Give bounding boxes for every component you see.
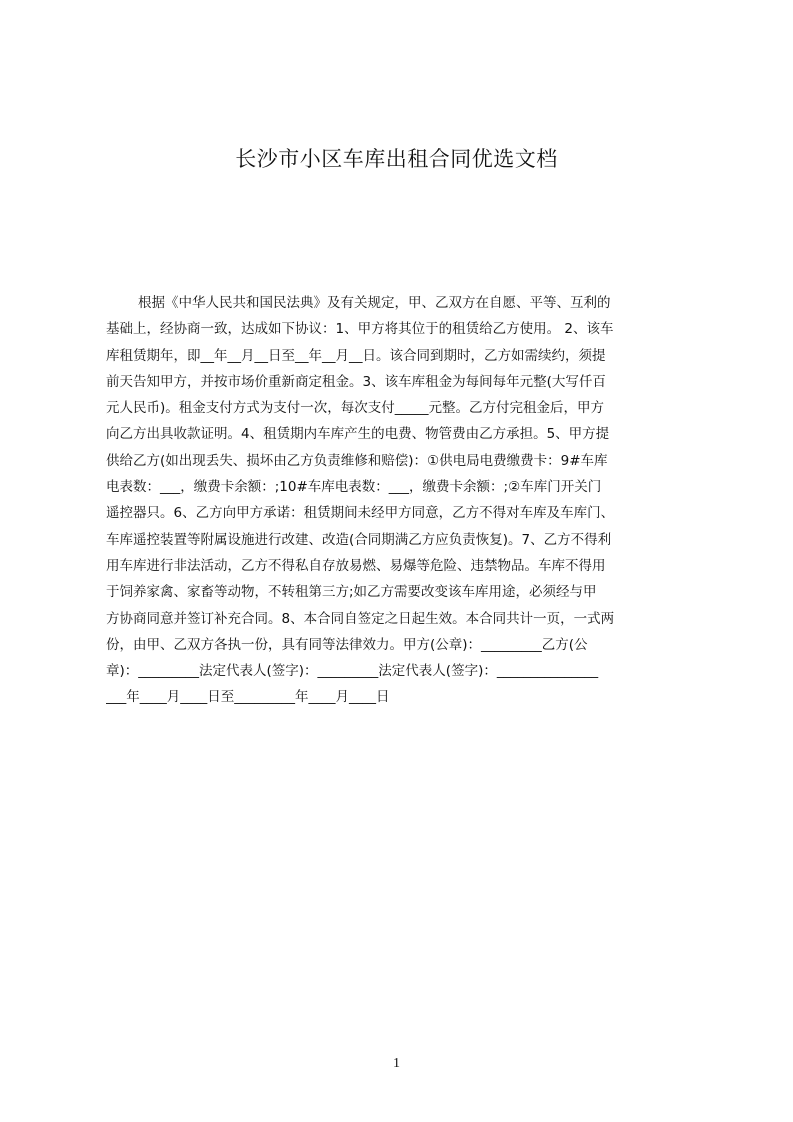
document-title: 长沙市小区车库出租合同优选文档 — [235, 147, 558, 171]
body-line-13: 方协商同意并签订补充合同。8、本合同自签定之日起生效。本合同共计一页，一式两 — [106, 610, 615, 627]
body-line-8: 电表数：___，缴费卡余额：;10#车库电表数：___，缴费卡余额：;②车库门开关门 — [106, 479, 602, 496]
body-line-16: ___年____月____日至_________年____月____日 — [106, 689, 390, 706]
body-line-10: 车库遥控装置等附属设施进行改建、改造(合同期满乙方应负责恢复)。7、乙方不得利 — [106, 531, 612, 548]
body-line-9: 遥控器只。6、乙方向甲方承诺：租赁期间未经甲方同意，乙方不得对车库及车库门、 — [106, 505, 615, 522]
body-line-14: 份，由甲、乙双方各执一份，具有同等法律效力。甲方(公章)：_________乙方(公 — [106, 636, 588, 653]
body-line-5: 元人民币)。租金支付方式为支付一次，每次支付_____元整。乙方付完租金后，甲方 — [106, 400, 605, 417]
body-line-15: 章)：_________法定代表人(签字)：_________法定代表人(签字)：_______________ — [106, 663, 599, 680]
body-line-4: 前天告知甲方，并按市场价重新商定租金。3、该车库租金为每间每年元整(大写仟百 — [106, 373, 606, 390]
body-line-7: 供给乙方(如出现丢失、损坏由乙方负责维修和赔偿)：①供电局电费缴费卡：9#车库 — [106, 452, 608, 469]
body-line-2: 基础上，经协商一致，达成如下协议：1、甲方将其位于的租赁给乙方使用。 2、该车 — [106, 321, 614, 338]
contract-body — [106, 290, 699, 711]
body-line-1: 根据《中华人民共和国民法典》及有关规定，甲、乙双方在自愿、平等、互利的 — [138, 295, 611, 311]
body-line-11: 用车库进行非法活动，乙方不得私自存放易燃、易爆等危险、违禁物品。车库不得用 — [106, 557, 606, 574]
body-line-3: 库租赁期年，即__年__月__日至__年__月__日。该合同到期时，乙方如需续约，须提 — [106, 347, 606, 364]
body-line-12: 于饲养家禽、家畜等动物，不转租第三方;如乙方需要改变该车库用途，必须经与甲 — [106, 584, 597, 601]
page-number: 1 — [393, 1056, 400, 1071]
body-line-6: 向乙方出具收款证明。4、租赁期内车库产生的电费、物管费由乙方承担。5、甲方提 — [106, 426, 610, 443]
